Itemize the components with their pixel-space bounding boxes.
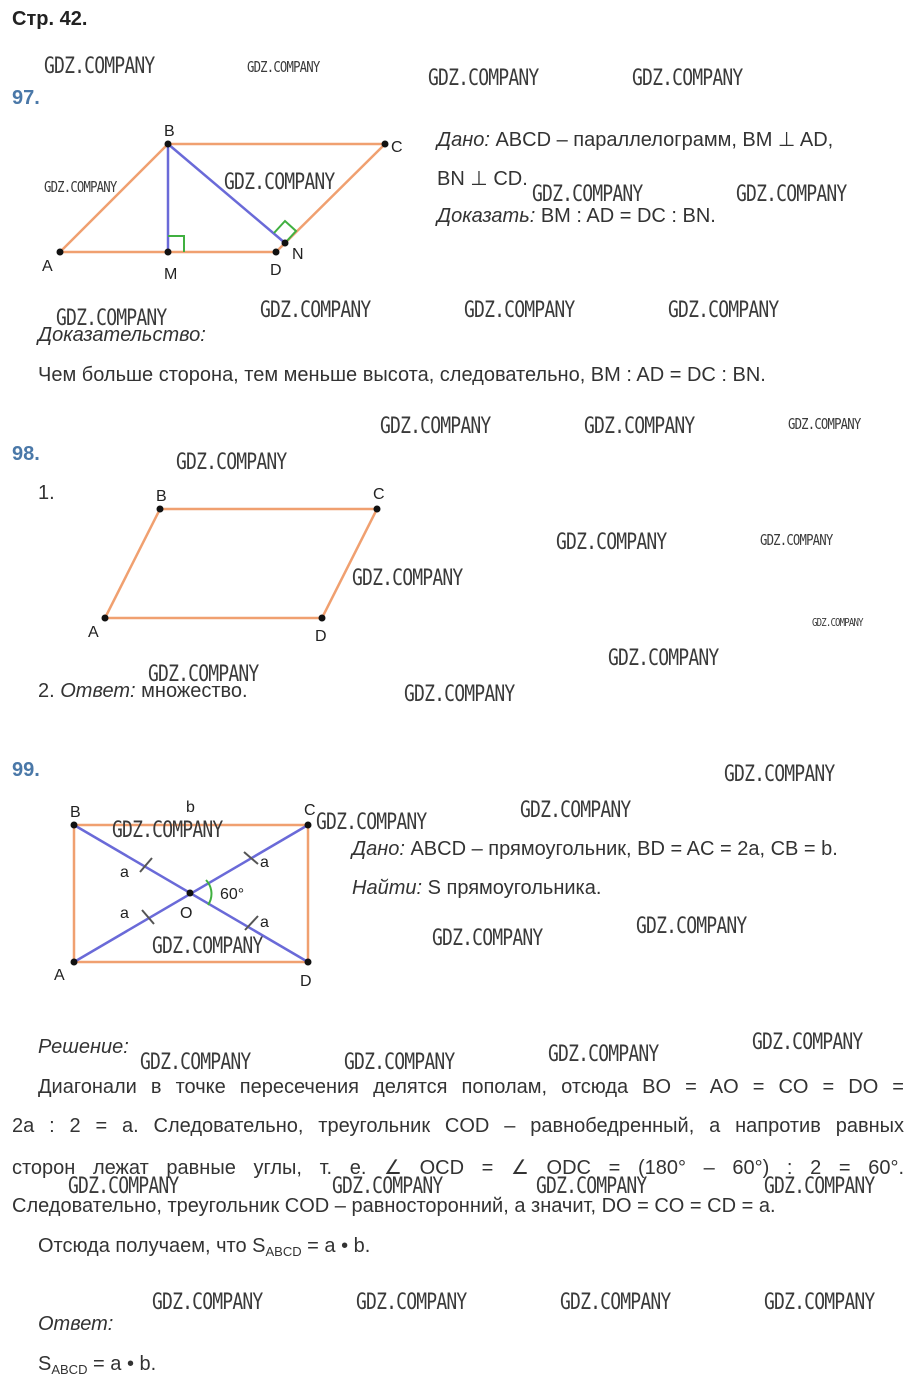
task-99-solution-label: Решение: bbox=[38, 1036, 129, 1058]
task-99-solution-line1: Диагонали в точке пересечения делятся пополам, отсюда BO = AO = CO = DO = bbox=[38, 1076, 904, 1098]
task-99-answer: $S_{ABCD} = a$ • b. bbox=[38, 1353, 157, 1377]
watermark: GDZ.COMPANY bbox=[556, 530, 667, 555]
label-M: M bbox=[164, 266, 178, 283]
label-a-3: a bbox=[260, 854, 269, 871]
label-D: D bbox=[315, 628, 327, 645]
watermark: GDZ.COMPANY bbox=[332, 1174, 443, 1199]
watermark: GDZ.COMPANY bbox=[152, 934, 263, 959]
task-99-find: Найти: S прямоугольника. bbox=[352, 877, 602, 899]
label-C: C bbox=[391, 139, 403, 156]
watermark: GDZ.COMPANY bbox=[764, 1290, 875, 1315]
watermark: GDZ.COMPANY bbox=[44, 54, 155, 79]
task-97-given: Дано: ABCD – параллелограмм, BM ⊥ AD, bbox=[437, 129, 834, 151]
watermark: GDZ.COMPANY bbox=[636, 914, 747, 939]
task-97-number: 97. bbox=[12, 87, 40, 109]
watermark: GDZ.COMPANY bbox=[608, 646, 719, 671]
watermark: GDZ.COMPANY bbox=[224, 170, 335, 195]
label-D: D bbox=[300, 973, 312, 990]
task-98-figure bbox=[80, 480, 400, 650]
task-99-answer-label: Ответ: bbox=[38, 1313, 114, 1335]
watermark: GDZ.COMPANY bbox=[560, 1290, 671, 1315]
label-B: B bbox=[156, 488, 167, 505]
task-99-result: Отсюда получаем, что $S_{ABCD} = a$ • b. bbox=[38, 1235, 371, 1259]
label-A: A bbox=[88, 624, 99, 641]
watermark: GDZ.COMPANY bbox=[56, 306, 167, 331]
watermark: GDZ.COMPANY bbox=[112, 818, 223, 843]
watermark: GDZ.COMPANY bbox=[352, 566, 463, 591]
task-97-proof-text: Чем больше сторона, тем меньше высота, следовательно, BM : AD = DC : BN. bbox=[38, 364, 766, 386]
watermark: GDZ.COMPANY bbox=[760, 531, 833, 549]
label-a-2: a bbox=[120, 905, 129, 922]
label-N: N bbox=[292, 246, 304, 263]
watermark: GDZ.COMPANY bbox=[247, 58, 320, 76]
task-99-solution-line4: Следовательно, треугольник COD – равносторонний, а значит, DO = CO = CD = a. bbox=[12, 1195, 776, 1217]
watermark: GDZ.COMPANY bbox=[428, 66, 539, 91]
watermark: GDZ.COMPANY bbox=[44, 178, 117, 196]
watermark: GDZ.COMPANY bbox=[152, 1290, 263, 1315]
watermark: GDZ.COMPANY bbox=[260, 298, 371, 323]
watermark: GDZ.COMPANY bbox=[536, 1174, 647, 1199]
task-99-given: Дано: ABCD – прямоугольник, BD = AC = 2a, CB = b. bbox=[352, 838, 838, 860]
watermark: GDZ.COMPANY bbox=[356, 1290, 467, 1315]
label-b: b bbox=[186, 799, 195, 816]
label-D: D bbox=[270, 262, 282, 279]
page-title: Стр. 42. bbox=[12, 8, 88, 30]
label-O: O bbox=[180, 905, 193, 922]
watermark: GDZ.COMPANY bbox=[632, 66, 743, 91]
label-a-1: a bbox=[120, 864, 129, 881]
task-97-proof-label: Доказательство: bbox=[38, 324, 206, 346]
watermark: GDZ.COMPANY bbox=[68, 1174, 179, 1199]
label-angle: 60° bbox=[220, 886, 245, 903]
watermark: GDZ.COMPANY bbox=[736, 182, 847, 207]
watermark: GDZ.COMPANY bbox=[404, 682, 515, 707]
watermark: GDZ.COMPANY bbox=[148, 662, 259, 687]
watermark: GDZ.COMPANY bbox=[432, 926, 543, 951]
watermark: GDZ.COMPANY bbox=[520, 798, 631, 823]
task-97-figure bbox=[30, 118, 420, 288]
watermark: GDZ.COMPANY bbox=[548, 1042, 659, 1067]
watermark: GDZ.COMPANY bbox=[344, 1050, 455, 1075]
watermark: GDZ.COMPANY bbox=[380, 414, 491, 439]
watermark: GDZ.COMPANY bbox=[668, 298, 779, 323]
task-98-item1: 1. bbox=[38, 482, 55, 504]
watermark: GDZ.COMPANY bbox=[724, 762, 835, 787]
watermark: GDZ.COMPANY bbox=[812, 616, 863, 629]
watermark: GDZ.COMPANY bbox=[140, 1050, 251, 1075]
watermark: GDZ.COMPANY bbox=[788, 415, 861, 433]
watermark: GDZ.COMPANY bbox=[764, 1174, 875, 1199]
label-A: A bbox=[42, 258, 53, 275]
task-99-solution-line2: 2a : 2 = a. Следовательно, треугольник COD – равнобедренный, а напротив равных bbox=[12, 1115, 904, 1137]
label-a-4: a bbox=[260, 914, 269, 931]
label-C: C bbox=[373, 486, 385, 503]
task-99-solution-line3: сторон лежат равные углы, т. е. ∠ OCD = ∠ ODC = (180° – 60°) : 2 = 60°. bbox=[12, 1157, 904, 1179]
watermark: GDZ.COMPANY bbox=[584, 414, 695, 439]
watermark: GDZ.COMPANY bbox=[532, 182, 643, 207]
watermark: GDZ.COMPANY bbox=[316, 810, 427, 835]
task-97-given-cont: BN ⊥ CD. bbox=[437, 168, 528, 190]
watermark: GDZ.COMPANY bbox=[176, 450, 287, 475]
label-A: A bbox=[54, 967, 65, 984]
label-B: B bbox=[70, 804, 81, 821]
watermark: GDZ.COMPANY bbox=[464, 298, 575, 323]
task-98-number: 98. bbox=[12, 443, 40, 465]
watermark: GDZ.COMPANY bbox=[752, 1030, 863, 1055]
task-99-number: 99. bbox=[12, 759, 40, 781]
label-C: C bbox=[304, 802, 316, 819]
task-98-answer: 2. Ответ: множество. bbox=[38, 680, 248, 702]
label-B: B bbox=[164, 123, 175, 140]
task-97-prove: Доказать: BM : AD = DC : BN. bbox=[437, 205, 716, 227]
